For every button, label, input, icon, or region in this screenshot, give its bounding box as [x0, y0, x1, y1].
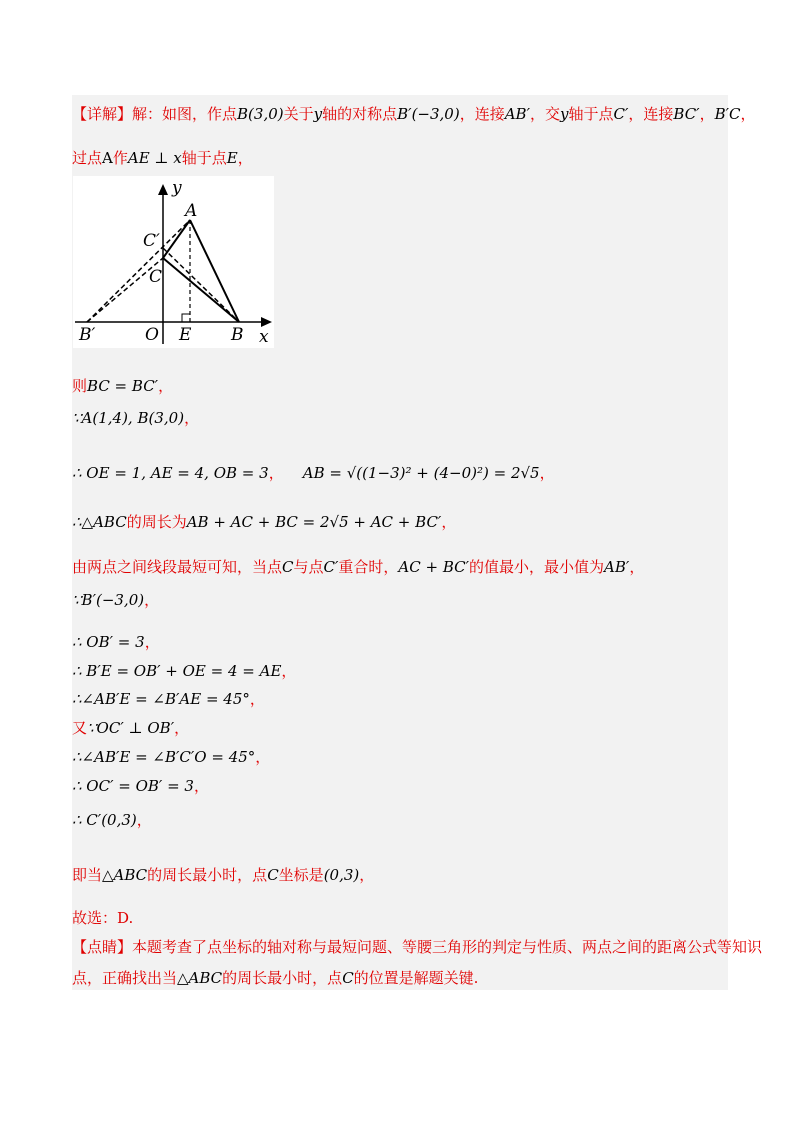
step-9: ∴∠AB′E = ∠B′AE = 45°，: [72, 690, 265, 708]
step-1: 则BC = BC′，: [72, 377, 174, 395]
label-x: x: [259, 327, 269, 347]
label-y: y: [172, 178, 182, 198]
comment-line-2: 点，正确找出当△ABC的周长最小时，点C的位置是解题关键.: [72, 969, 479, 987]
step-15: 故选：D.: [72, 909, 134, 927]
step-5: 由两点之间线段最短可知，当点C与点C′重合时，AC + BC′的值最小，最小值为AB′，: [72, 558, 645, 576]
step-6: ∵B′(−3,0)，: [72, 591, 160, 609]
label-c-prime: C′: [143, 231, 160, 251]
step-14: 即当△ABC的周长最小时，点C坐标是(0,3)，: [72, 866, 375, 884]
segment-ab-prime: [87, 220, 190, 322]
comment-tag: 【点睛】: [72, 938, 133, 956]
label-b: B: [231, 325, 244, 345]
label-e: E: [179, 325, 192, 345]
label-o: O: [145, 325, 159, 345]
segment-bc-prime: [163, 248, 239, 322]
segment-ab: [190, 220, 239, 322]
intro-line-1: 【详解】解：如图，作点B(3,0)关于y轴的对称点B′(−3,0)，连接AB′，交y轴于点C′，连接BC′，B′C，: [72, 105, 756, 123]
step-8: ∴ B′E = OB′ + OE = 4 = AE，: [72, 662, 297, 680]
comment-line-1: 【点睛】本题考查了点坐标的轴对称与最短问题、等腰三角形的判定与性质、两点之间的距离公式等知识: [72, 938, 763, 956]
label-a: A: [185, 201, 198, 221]
detail-tag: 【详解】: [72, 105, 133, 123]
step-12: ∴ OC′ = OB′ = 3，: [72, 777, 209, 795]
step-13: ∴ C′(0,3)，: [72, 811, 152, 829]
step-3: ∴ OE = 1, AE = 4, OB = 3， AB = √((1−3)² + (4−0)²) = 2√5，: [72, 464, 555, 482]
point-b: B(3,0): [237, 105, 284, 123]
step-7: ∴ OB′ = 3，: [72, 633, 160, 651]
label-b-prime: B′: [79, 325, 96, 345]
geometry-figure: [73, 176, 274, 348]
step-4: ∴△ABC的周长为AB + AC + BC = 2√5 + AC + BC′，: [72, 513, 457, 531]
intro-line-2: 过点A作AE ⊥ x轴于点E，: [72, 149, 253, 167]
segment-bc: [163, 258, 239, 322]
label-c: C: [149, 267, 163, 287]
x-axis-arrow-icon: [261, 317, 272, 327]
right-angle-mark: [182, 314, 190, 322]
y-axis-arrow-icon: [158, 184, 168, 195]
segment-ac: [163, 220, 190, 258]
step-2: ∵A(1,4), B(3,0)，: [72, 409, 200, 427]
step-10: 又∵OC′ ⊥ OB′，: [72, 719, 190, 737]
point-b-prime: B′(−3,0): [397, 105, 460, 123]
step-11: ∴∠AB′E = ∠B′C′O = 45°，: [72, 748, 271, 766]
